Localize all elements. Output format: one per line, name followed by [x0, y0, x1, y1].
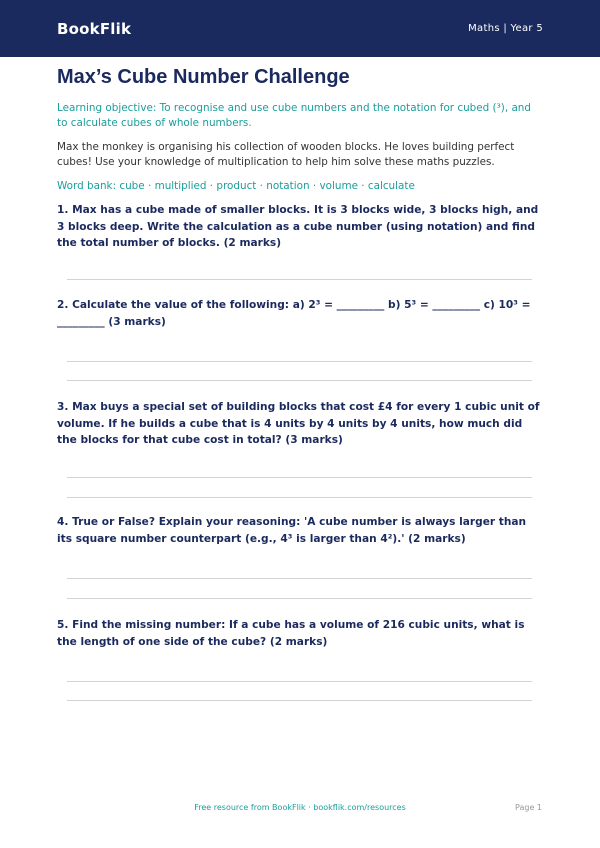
- question-4: 4. True or False? Explain your reasoning: 'A cube number is always larger than its square number counterpart (e.g., 4³ is larger than 4²).' (2 marks): [57, 516, 527, 545]
- answer-line[interactable]: [67, 700, 532, 701]
- learning-objective: Learning objective: To recognise and use cube numbers and the notation for cubed (³), and to calculate cubes of whole numbers.: [57, 102, 531, 129]
- answer-line[interactable]: [67, 279, 532, 280]
- answer-line[interactable]: [67, 380, 532, 381]
- question-5: 5. Find the missing number: If a cube has a volume of 216 cubic units, what is the length of one side of the cube? (2 marks): [57, 619, 525, 648]
- page-title: Max’s Cube Number Challenge: [57, 66, 350, 88]
- footer-link[interactable]: Free resource from BookFlik · bookflik.com/resources: [194, 803, 406, 812]
- page-footer: [0, 801, 600, 815]
- answer-line[interactable]: [67, 598, 532, 599]
- answer-line[interactable]: [67, 578, 532, 579]
- worksheet-intro: [57, 64, 532, 193]
- answer-line[interactable]: [67, 681, 532, 682]
- question-1: 1. Max has a cube made of smaller blocks. It is 3 blocks wide, 3 blocks high, and 3 blocks deep. Write the calculation as a cube number (using notation) and find the total number of blocks. (2 marks): [57, 204, 539, 249]
- word-bank: Word bank: cube · multiplied · product · notation · volume · calculate: [57, 180, 415, 192]
- brand-logo: BookFlik: [57, 19, 132, 38]
- page-number: Page 1: [515, 803, 542, 812]
- question-2: 2. Calculate the value of the following: a) 2³ = _________ b) 5³ = _________ c) 10³ = _________ (3 marks): [57, 299, 531, 328]
- answer-line[interactable]: [67, 361, 532, 362]
- subject-label: Maths | Year 5: [468, 23, 543, 34]
- answer-line[interactable]: [67, 497, 532, 498]
- intro-text: Max the monkey is organising his collection of wooden blocks. He loves building perfect cubes! Use your knowledge of multiplication to help him solve these maths puzzles.: [57, 141, 515, 168]
- answer-line[interactable]: [67, 477, 532, 478]
- page-header: [0, 0, 600, 57]
- question-3: 3. Max buys a special set of building blocks that cost £4 for every 1 cubic unit of volume. If he builds a cube that is 4 units by 4 units by 4 units, how much did the blocks for that cube cost in total? (3 marks): [57, 401, 540, 446]
